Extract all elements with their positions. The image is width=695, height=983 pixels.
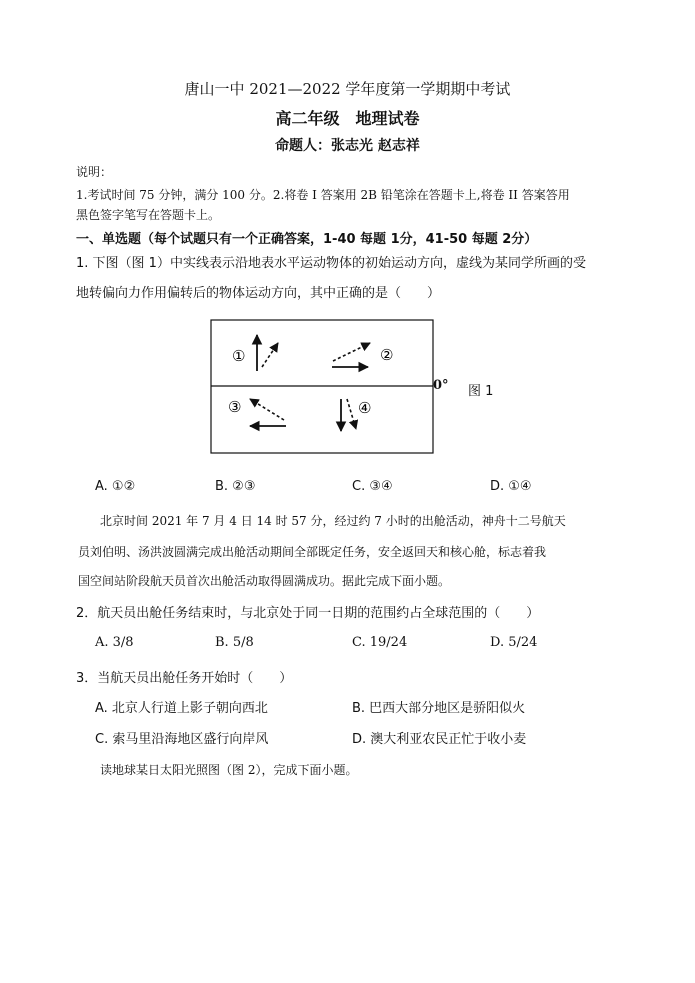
passage-2-line-1: 读地球某日太阳光照图（图 2），完成下面小题。 — [100, 763, 358, 777]
q2-stem: 2．航天员出舱任务结束时，与北京处于同一日期的范围约占全球范围的（ ） — [76, 606, 540, 621]
arrow-2-dashed — [333, 343, 370, 361]
q3-stem: 3．当航天员出舱任务开始时（ ） — [76, 671, 293, 686]
q3-option-c[interactable]: C. 索马里沿海地区盛行向岸风 — [95, 732, 269, 747]
label-3: ③ — [228, 398, 242, 416]
notes-label: 说明： — [76, 165, 113, 179]
label-2: ② — [380, 346, 394, 364]
arrow-4-dashed — [347, 399, 356, 429]
q2-option-a[interactable]: A. 3/8 — [95, 635, 134, 650]
q1-stem-line-2: 地转偏向力作用偏转后的物体运动方向，其中正确的是（ ） — [76, 286, 441, 301]
figure-1-coriolis-diagram — [210, 319, 435, 454]
q1-option-a[interactable]: A. ①② — [95, 479, 136, 494]
q3-option-d[interactable]: D. 澳大利亚农民正忙于收小麦 — [352, 732, 527, 747]
section-heading: 一、单选题（每个试题只有一个正确答案，1-40 每题 1分，41-50 每题 2分） — [76, 232, 538, 247]
q1-option-b[interactable]: B. ②③ — [215, 479, 256, 494]
label-4: ④ — [358, 399, 372, 417]
notes-line-1: 1.考试时间 75 分钟，满分 100 分。2.将卷 I 答案用 2B 铅笔涂在答题卡上,将卷 II 答案答用 — [76, 188, 570, 202]
q2-option-c[interactable]: C. 19/24 — [352, 635, 408, 650]
q2-option-b[interactable]: B. 5/8 — [215, 635, 254, 650]
q1-option-d[interactable]: D. ①④ — [490, 479, 532, 494]
exam-author: 命题人：张志光 赵志祥 — [275, 138, 420, 154]
passage-1-line-2: 员刘伯明、汤洪波圆满完成出舱活动期间全部既定任务，安全返回天和核心舱，标志着我 — [78, 545, 547, 559]
arrow-3-dashed — [250, 399, 284, 420]
arrow-1-dashed — [262, 343, 278, 367]
passage-1-line-1: 北京时间 2021 年 7 月 4 日 14 时 57 分，经过约 7 小时的出舱活动，神舟十二号航天 — [100, 514, 566, 528]
figure-caption: 图 1 — [468, 384, 494, 399]
equator-label: 0° — [433, 378, 449, 393]
q3-option-a[interactable]: A. 北京人行道上影子朝向西北 — [95, 701, 268, 716]
q2-option-d[interactable]: D. 5/24 — [490, 635, 538, 650]
label-1: ① — [232, 347, 246, 365]
exam-title: 唐山一中 2021—2022 学年度第一学期期中考试 — [184, 80, 511, 98]
q1-stem-line-1: 1. 下图（图 1）中实线表示沿地表水平运动物体的初始运动方向，虚线为某同学所画的受 — [76, 256, 586, 271]
q1-option-c[interactable]: C. ③④ — [352, 479, 393, 494]
q3-option-b[interactable]: B. 巴西大部分地区是骄阳似火 — [352, 701, 526, 716]
passage-1-line-3: 国空间站阶段航天员首次出舱活动取得圆满成功。据此完成下面小题。 — [78, 574, 451, 588]
notes-line-2: 黑色签字笔写在答题卡上。 — [76, 208, 221, 222]
exam-subtitle: 高二年级 地理试卷 — [275, 109, 420, 128]
